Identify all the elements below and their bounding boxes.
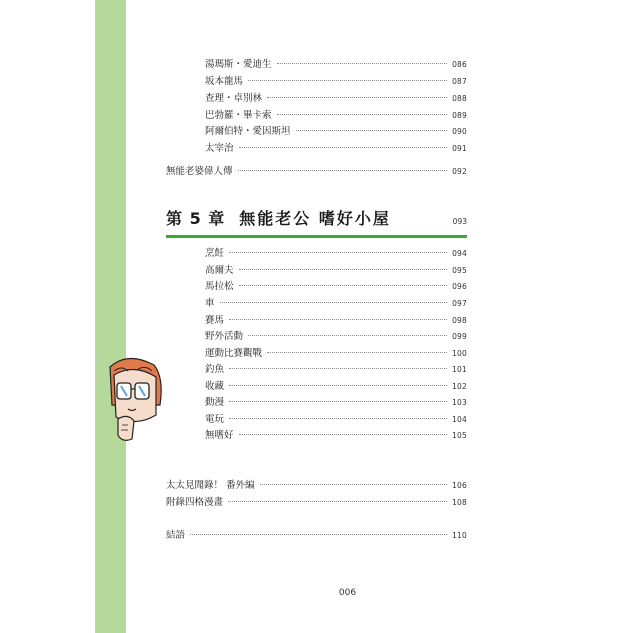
toc-label: 賽馬 xyxy=(205,315,225,326)
toc-row xyxy=(205,414,467,426)
toc-page-number: 090 xyxy=(452,127,467,136)
dot-leader xyxy=(267,352,447,353)
toc-section-row xyxy=(166,480,467,492)
toc-row xyxy=(205,265,467,277)
dot-leader xyxy=(228,501,447,502)
toc-section-label: 結語 xyxy=(166,530,186,541)
toc-page-number: 110 xyxy=(452,531,467,540)
toc-page-number: 102 xyxy=(452,382,467,391)
toc-row xyxy=(205,248,467,260)
toc-page-number: 108 xyxy=(452,498,467,507)
toc-label: 運動比賽觀戰 xyxy=(205,348,263,359)
toc-page-number: 092 xyxy=(452,167,467,176)
toc-section-row xyxy=(166,530,467,542)
toc-page-number: 088 xyxy=(452,94,467,103)
toc-page-number: 097 xyxy=(452,299,467,308)
toc-row xyxy=(205,59,467,71)
toc-page-number: 104 xyxy=(452,415,467,424)
dot-leader xyxy=(239,285,448,286)
dot-leader xyxy=(220,302,448,303)
toc-row xyxy=(205,298,467,310)
toc-label: 巴勃羅・畢卡索 xyxy=(205,110,272,121)
toc-page-number: 105 xyxy=(452,431,467,440)
toc-label: 野外活動 xyxy=(205,331,244,342)
dot-leader xyxy=(248,335,447,336)
toc-label: 收藏 xyxy=(205,381,225,392)
toc-label: 烹飪 xyxy=(205,248,225,259)
toc-row xyxy=(205,281,467,293)
side-color-strip xyxy=(95,0,126,633)
toc-section-row xyxy=(166,166,467,178)
chapter-title: 無能老公 嗜好小屋 xyxy=(239,209,391,228)
toc-row xyxy=(205,93,467,105)
toc-page-number: 100 xyxy=(452,349,467,358)
toc-row xyxy=(205,126,467,138)
toc-row xyxy=(205,143,467,155)
dot-leader xyxy=(277,114,448,115)
toc-label: 高爾夫 xyxy=(205,265,234,276)
toc-page-number: 099 xyxy=(452,332,467,341)
dot-leader xyxy=(277,63,448,64)
toc-label: 馬拉松 xyxy=(205,281,234,292)
dot-leader xyxy=(190,534,447,535)
toc-label: 電玩 xyxy=(205,414,225,425)
dot-leader xyxy=(229,368,447,369)
dot-leader xyxy=(239,434,448,435)
dot-leader xyxy=(229,418,447,419)
dot-leader xyxy=(229,385,447,386)
toc-section-row xyxy=(166,497,467,509)
toc-page-number: 101 xyxy=(452,365,467,374)
toc-section-label: 太太見聞錄！ 番外編 xyxy=(166,480,255,491)
chapter-heading xyxy=(166,206,467,232)
toc-row xyxy=(205,397,467,409)
toc-page-number: 086 xyxy=(452,60,467,69)
dot-leader xyxy=(239,269,448,270)
toc-label: 湯瑪斯・愛迪生 xyxy=(205,59,272,70)
dot-leader xyxy=(248,80,447,81)
toc-row xyxy=(205,364,467,376)
dot-leader xyxy=(239,147,448,148)
toc-page-number: 106 xyxy=(452,481,467,490)
toc-label: 坂本龍馬 xyxy=(205,76,244,87)
dot-leader xyxy=(296,130,448,131)
toc-page-number: 103 xyxy=(452,398,467,407)
toc-label: 阿爾伯特・愛因斯坦 xyxy=(205,126,291,137)
page-folio: 006 xyxy=(338,588,357,598)
toc-row xyxy=(205,381,467,393)
toc-page-number: 087 xyxy=(452,77,467,86)
toc-label: 無嗜好 xyxy=(205,430,234,441)
chapter-number: 第 5 章 xyxy=(166,209,226,228)
dot-leader xyxy=(229,319,447,320)
toc-page-number: 094 xyxy=(452,249,467,258)
peeking-character-illustration xyxy=(108,355,168,445)
toc-page-number: 096 xyxy=(452,282,467,291)
toc-page-number: 089 xyxy=(452,111,467,120)
dot-leader xyxy=(229,252,447,253)
chapter-divider xyxy=(166,235,467,238)
toc-row xyxy=(205,430,467,442)
toc-row xyxy=(205,315,467,327)
toc-section-label: 無能老婆偉人傳 xyxy=(166,166,233,177)
toc-label: 查理・卓別林 xyxy=(205,93,263,104)
toc-row xyxy=(205,348,467,360)
toc-page-number: 095 xyxy=(452,266,467,275)
chapter-page-number: 093 xyxy=(452,217,467,226)
toc-label: 釣魚 xyxy=(205,364,225,375)
toc-row xyxy=(205,110,467,122)
dot-leader xyxy=(238,170,448,171)
toc-row xyxy=(205,76,467,88)
toc-label: 太宰治 xyxy=(205,143,234,154)
dot-leader xyxy=(260,484,448,485)
toc-page-number: 098 xyxy=(452,316,467,325)
dot-leader xyxy=(267,97,447,98)
toc-page-number: 091 xyxy=(452,144,467,153)
toc-section-label: 附錄四格漫畫 xyxy=(166,497,224,508)
toc-label: 動漫 xyxy=(205,397,225,408)
toc-row xyxy=(205,331,467,343)
toc-label: 車 xyxy=(205,298,215,309)
dot-leader xyxy=(229,401,447,402)
